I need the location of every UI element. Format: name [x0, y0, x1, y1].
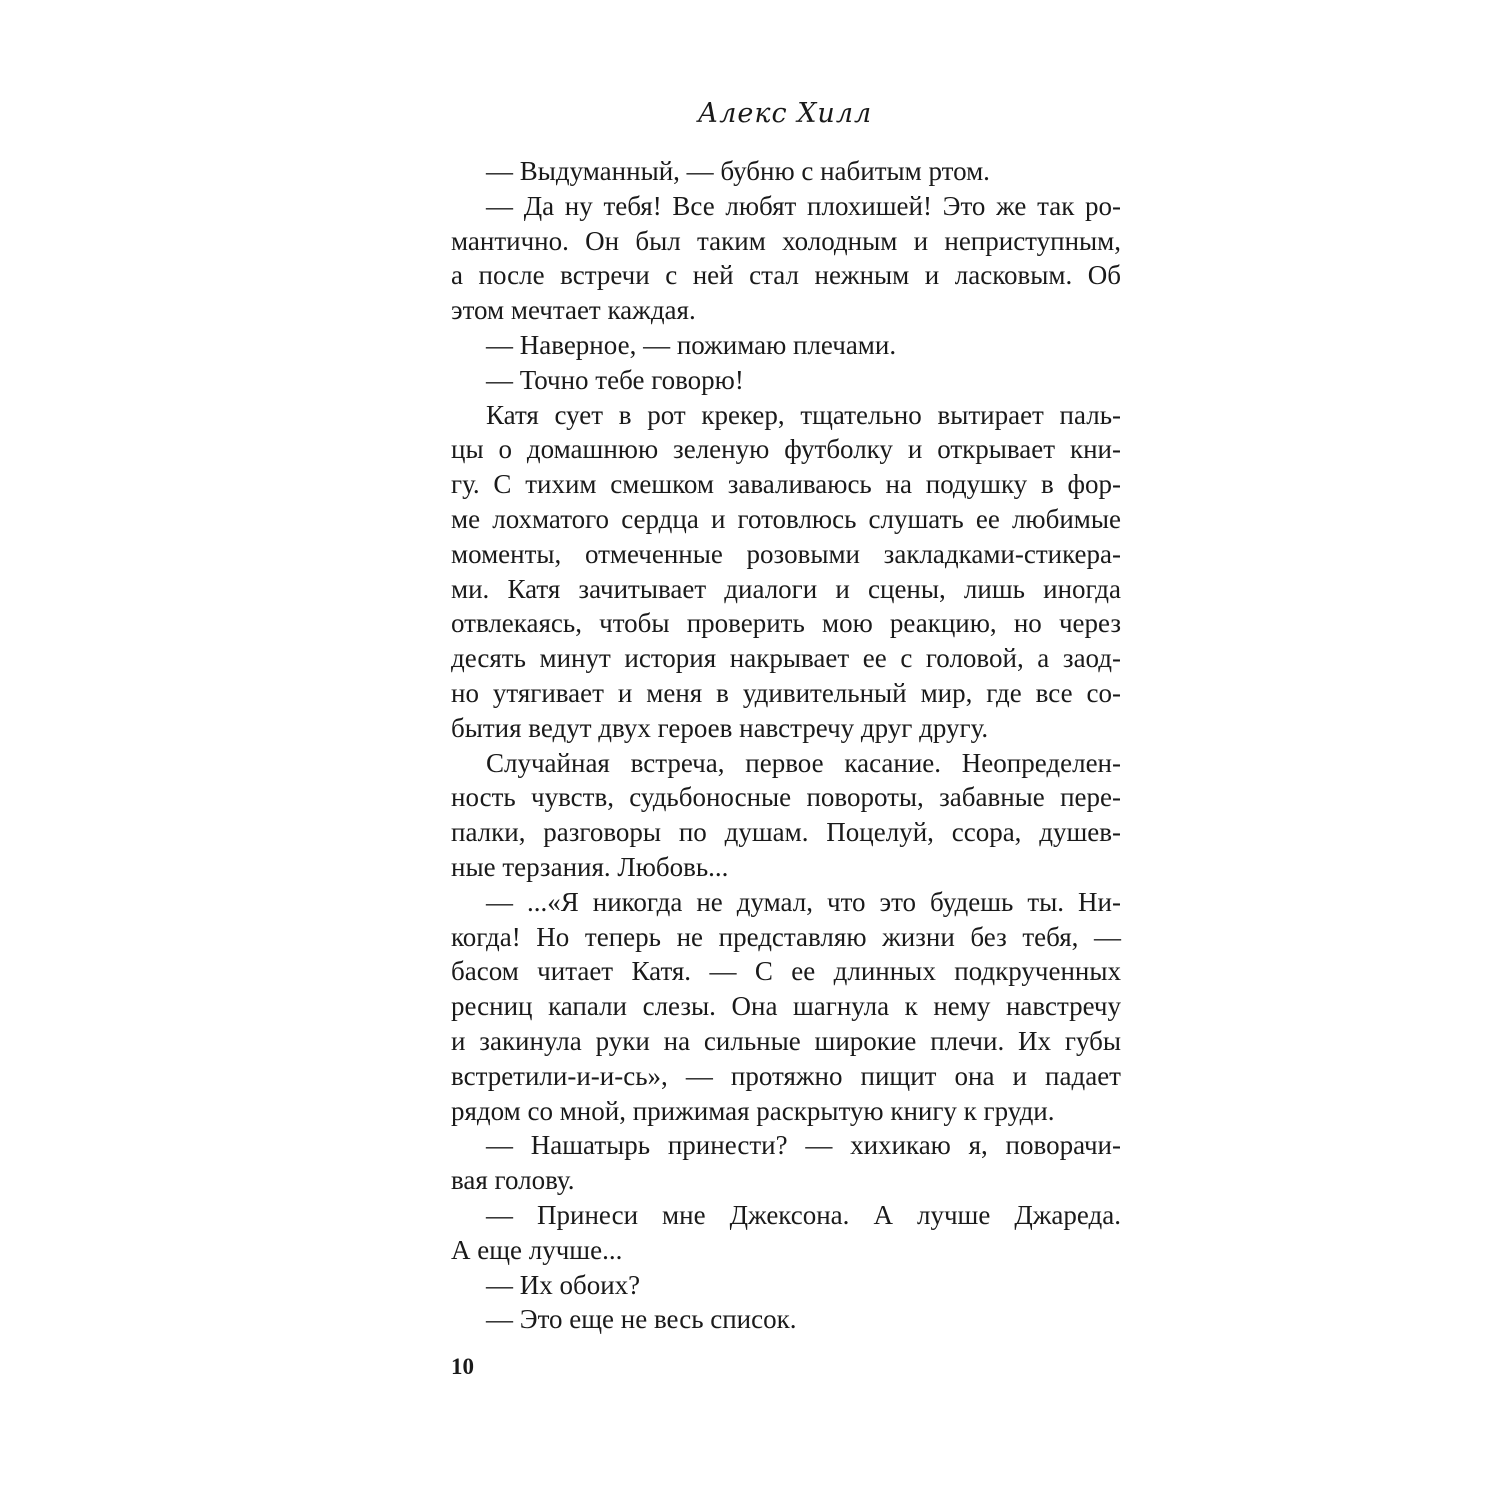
text-line: — Это еще не весь список. [486, 1304, 797, 1335]
text-line: рядом со мной, прижимая раскрытую книгу к груди. [451, 1095, 1055, 1126]
text-line: и закинула руки на сильные широкие плечи. Их губы [451, 1025, 1121, 1056]
text-line: вая голову. [451, 1165, 575, 1196]
text-line: этом мечтает каждая. [451, 295, 696, 326]
text-line: гу. С тихим смешком заваливаюсь на подушку в фор- [451, 469, 1121, 500]
text-line: ные терзания. Любовь... [451, 851, 729, 882]
body-text [451, 154, 1121, 1337]
text-line: ность чувств, судьбоносные повороты, забавные пере- [451, 782, 1121, 813]
text-line: моменты, отмеченные розовыми закладками-стикера- [451, 538, 1121, 569]
text-line: ресниц капали слезы. Она шагнула к нему навстречу [451, 991, 1121, 1022]
text-line: — Выдуманный, — бубню с набитым ртом. [486, 156, 990, 186]
text-line: Катя сует в рот крекер, тщательно вытирает паль- [486, 399, 1121, 430]
text-line: палки, разговоры по душам. Поцелуй, ссора, душев- [451, 817, 1121, 848]
page-number: 10 [451, 1354, 474, 1379]
text-line: — Наверное, — пожимаю плечами. [486, 329, 897, 360]
text-line: встретили-и-и-сь», — протяжно пищит она и падает [451, 1060, 1121, 1091]
text-line: ми. Катя зачитывает диалоги и сцены, лишь иногда [451, 573, 1121, 604]
text-line: бытия ведут двух героев навстречу друг другу. [451, 712, 989, 743]
text-line: басом читает Катя. — С ее длинных подкрученных [451, 956, 1121, 987]
text-line: мантично. Он был таким холодным и неприступным, [451, 225, 1121, 256]
text-line: Случайная встреча, первое касание. Неопределен- [486, 747, 1121, 778]
text-line: — Точно тебе говорю! [486, 364, 744, 395]
text-line: — Их обоих? [486, 1269, 641, 1300]
text-line: но утягивает и меня в удивительный мир, где все со- [451, 677, 1121, 708]
text-line: — Нашатырь принести? — хихикаю я, поворачи- [486, 1130, 1121, 1161]
text-line: а после встречи с ней стал нежным и ласковым. Об [451, 260, 1121, 291]
text-line: цы о домашнюю зеленую футболку и открывает кни- [451, 434, 1121, 465]
text-line: — Принеси мне Джексона. А лучше Джареда. [486, 1199, 1121, 1230]
running-head-author: Алекс Хилл [697, 98, 873, 129]
text-line: отвлекаясь, чтобы проверить мою реакцию, но через [451, 608, 1121, 639]
text-line: — Да ну тебя! Все любят плохишей! Это же так ро- [486, 190, 1121, 221]
text-line: десять минут история накрывает ее с головой, а заод- [451, 643, 1121, 674]
text-line: — ...«Я никогда не думал, что это будешь ты. Ни- [486, 886, 1121, 917]
text-line: когда! Но теперь не представляю жизни без тебя, — [451, 921, 1121, 952]
text-line: А еще лучше... [451, 1234, 623, 1265]
text-line: ме лохматого сердца и готовлюсь слушать ее любимые [451, 503, 1121, 534]
